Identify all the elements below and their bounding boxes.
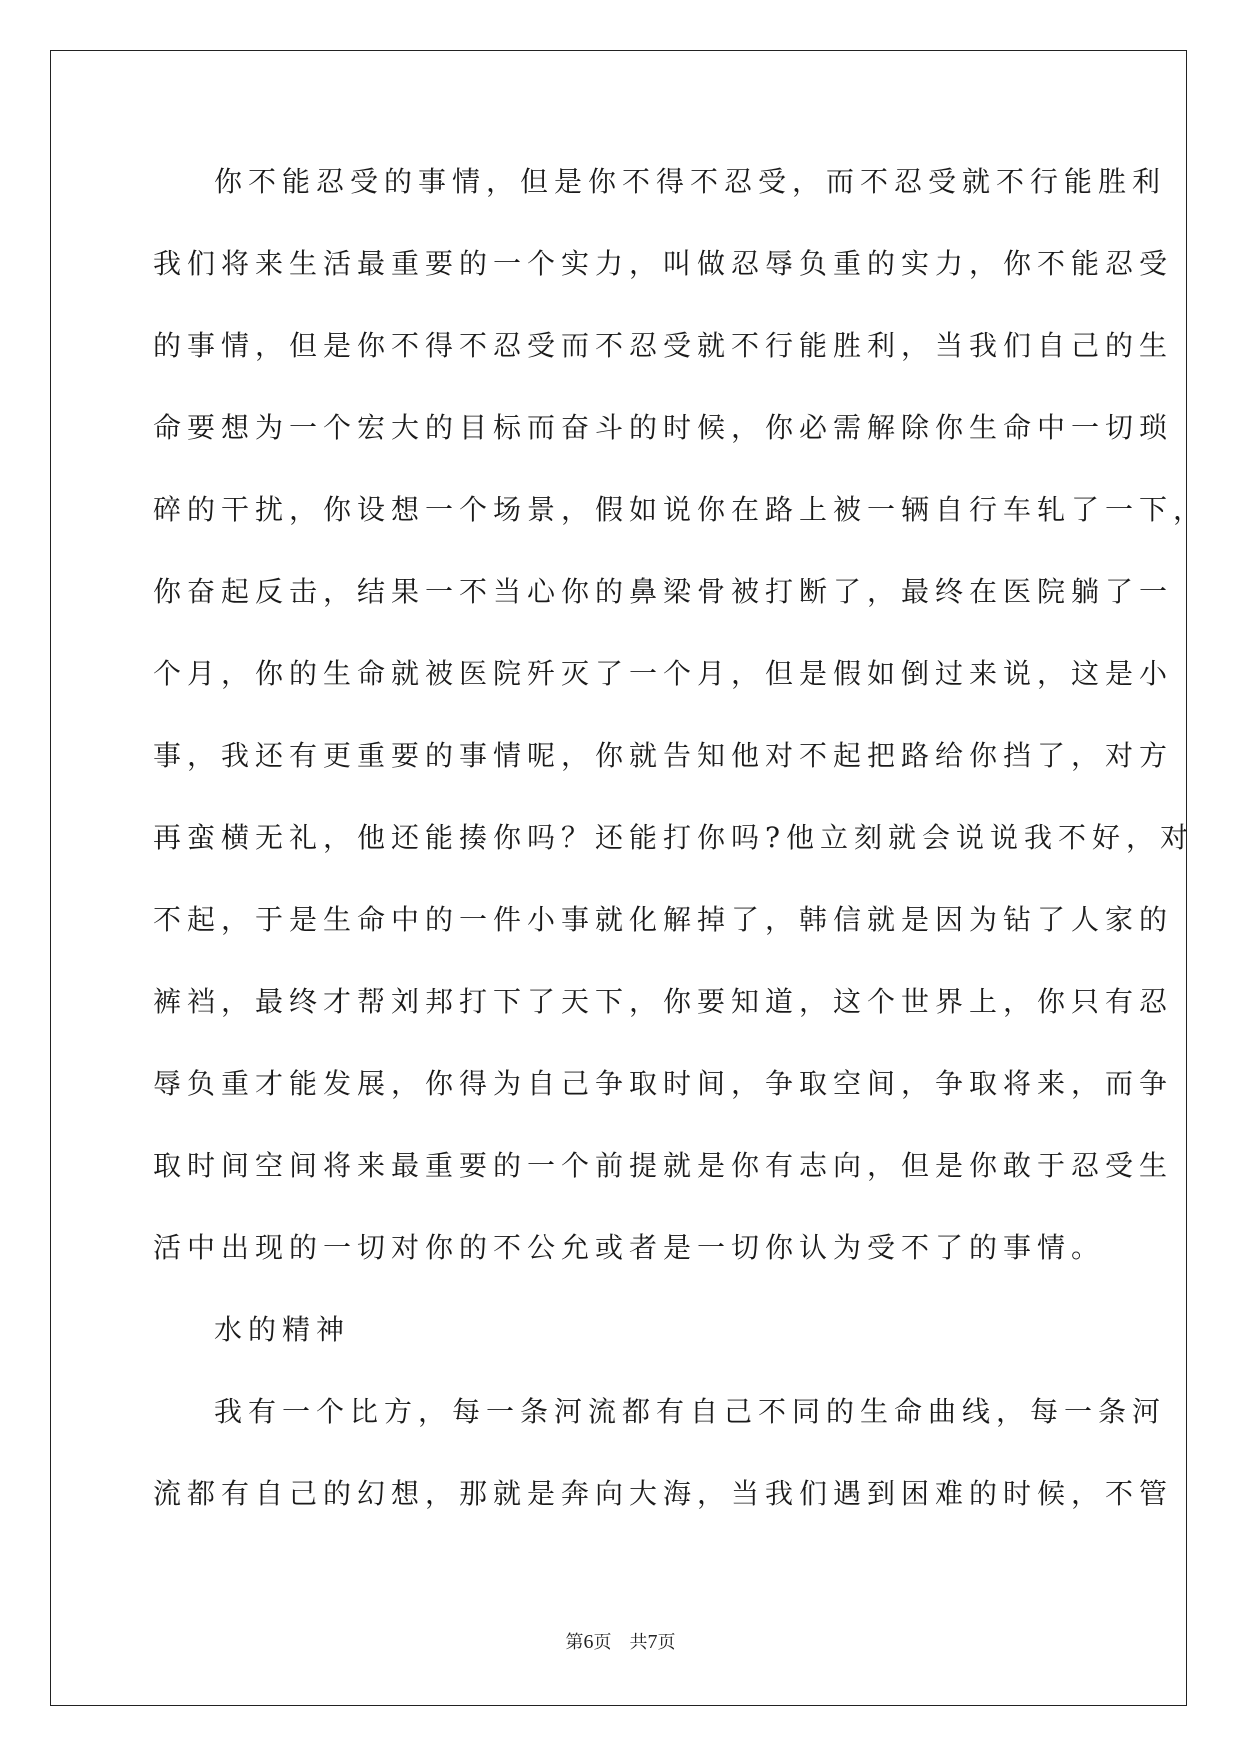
section-heading: 水的精神	[214, 1313, 351, 1346]
paragraph-line: 的事情，但是你不得不忍受而不忍受就不行能胜利，当我们自己的生	[153, 329, 1174, 362]
paragraph-line: 不起，于是生命中的一件小事就化解掉了，韩信就是因为钻了人家的	[153, 903, 1174, 936]
paragraph-line: 活中出现的一切对你的不公允或者是一切你认为受不了的事情。	[153, 1231, 1106, 1264]
paragraph-line: 我们将来生活最重要的一个实力，叫做忍辱负重的实力，你不能忍受	[153, 247, 1174, 280]
paragraph-line: 个月，你的生命就被医院歼灭了一个月，但是假如倒过来说，这是小	[153, 657, 1174, 690]
paragraph-line: 命要想为一个宏大的目标而奋斗的时候，你必需解除你生命中一切琐	[153, 411, 1174, 444]
page-footer	[0, 1630, 1241, 1655]
paragraph-line: 流都有自己的幻想，那就是奔向大海，当我们遇到困难的时候，不管	[153, 1477, 1174, 1510]
paragraph-line: 碎的干扰，你设想一个场景，假如说你在路上被一辆自行车轧了一下，	[153, 493, 1208, 526]
paragraph-line: 事，我还有更重要的事情呢，你就告知他对不起把路给你挡了，对方	[153, 739, 1174, 772]
paragraph-line: 你奋起反击，结果一不当心你的鼻梁骨被打断了，最终在医院躺了一	[153, 575, 1174, 608]
page-number-label: 第6页	[565, 1631, 612, 1653]
paragraph-line: 再蛮横无礼，他还能揍你吗？还能打你吗?他立刻就会说说我不好，对	[153, 821, 1195, 854]
paragraph-line: 辱负重才能发展，你得为自己争取时间，争取空间，争取将来，而争	[153, 1067, 1174, 1100]
document-body	[153, 163, 1208, 1557]
page-total-label: 共7页	[629, 1631, 676, 1653]
paragraph-line: 你不能忍受的事情，但是你不得不忍受，而不忍受就不行能胜利	[214, 165, 1167, 198]
paragraph-line: 我有一个比方，每一条河流都有自己不同的生命曲线，每一条河	[214, 1395, 1167, 1428]
paragraph-line: 取时间空间将来最重要的一个前提就是你有志向，但是你敢于忍受生	[153, 1149, 1174, 1182]
paragraph-line: 裤裆，最终才帮刘邦打下了天下，你要知道，这个世界上，你只有忍	[153, 985, 1174, 1018]
